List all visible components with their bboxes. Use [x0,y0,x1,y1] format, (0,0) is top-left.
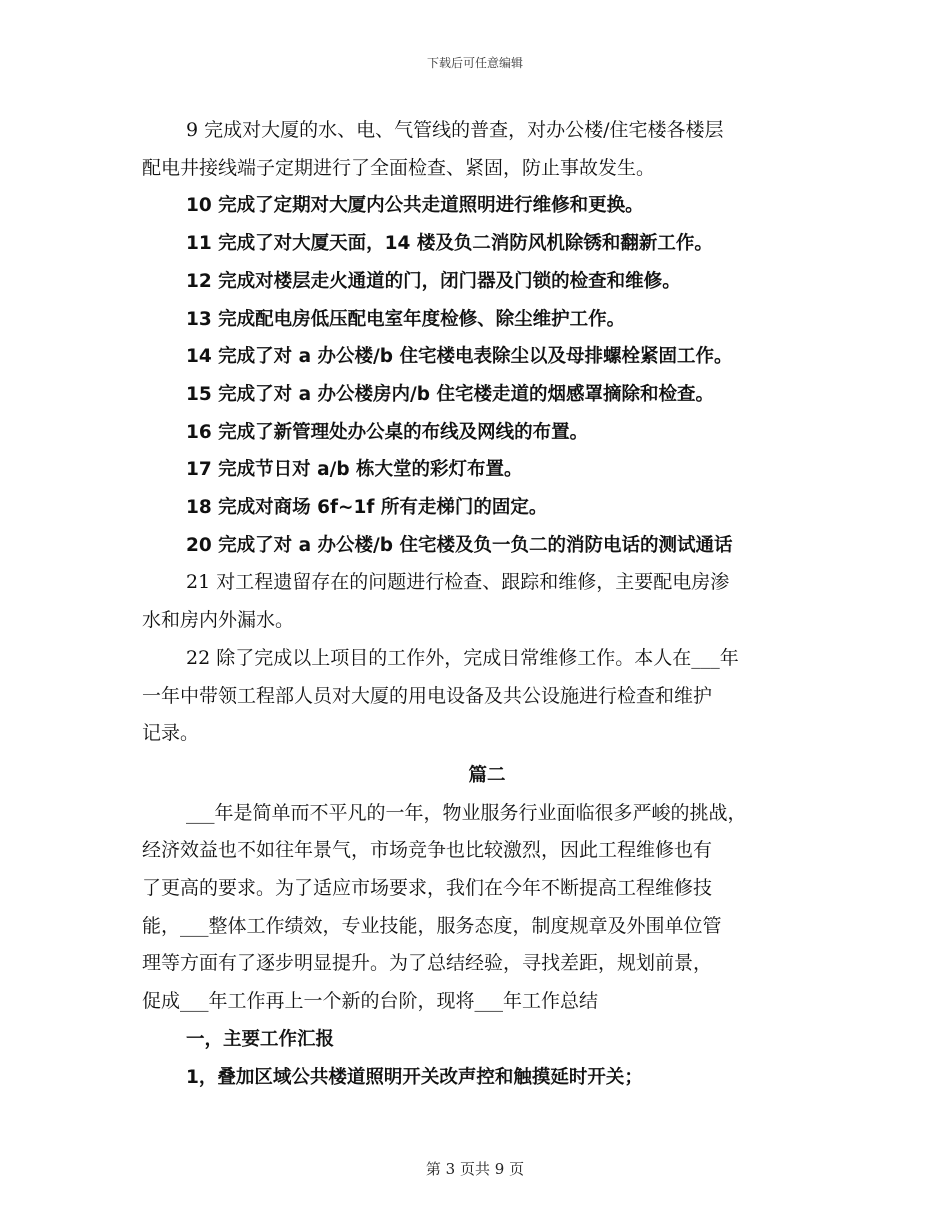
page-footer: 第 3 页共 9 页 [425,1160,525,1178]
document-paragraphs-2 [142,795,832,1097]
document-paragraphs [142,112,832,753]
text-line: 10 完成了定期对大厦内公共走道照明进行维修和更换。 [186,195,644,217]
text-line: 1，叠加区域公共楼道照明开关改声控和触摸延时开关； [186,1066,643,1088]
text-line: 理等方面有了逐步明显提升。为了总结经验，寻找差距，规划前景， [142,952,713,975]
text-line: 水和房内外漏水。 [142,609,295,632]
text-line: ___年是简单而不平凡的一年，物业服务行业面临很多严峻的挑战， [186,801,747,824]
text-line: 能，___整体工作绩效，专业技能，服务态度，制度规章及外围单位管 [142,914,722,937]
text-line: 16 完成了新管理处办公桌的布线及网线的布置。 [186,421,589,443]
text-line: 记录。 [142,722,200,745]
text-line: 12 完成对楼层走火通道的门，闭门器及门锁的检查和维修。 [186,270,681,292]
text-line: 20 完成了对 a 办公楼/b 住宅楼及负一负二的消防电话的测试通话 [186,534,733,556]
text-line: 促成___年工作再上一个新的台阶，现将___年工作总结 [142,990,599,1013]
text-line: 11 完成了对大厦天面，14 楼及负二消防风机除锈和翻新工作。 [186,233,713,255]
text-line: 18 完成对商场 6f~1f 所有走梯门的固定。 [186,497,548,519]
text-line: 经济效益也不如往年景气，市场竞争也比较激烈，因此工程维修也有 [142,839,713,862]
text-line: 一，主要工作汇报 [186,1028,335,1050]
document-body [142,112,832,1096]
text-line: 13 完成配电房低压配电室年度检修、除尘维护工作。 [186,308,626,330]
section-title: 篇二 [468,764,506,786]
text-line: 17 完成节日对 a/b 栋大堂的彩灯布置。 [186,459,523,481]
text-line: 了更高的要求。为了适应市场要求，我们在今年不断提高工程维修技 [142,877,713,900]
text-line: 21 对工程遗留存在的问题进行检查、跟踪和维修，主要配电房渗 [186,571,730,594]
text-line: 22 除了完成以上项目的工作外，完成日常维修工作。本人在___年 [186,646,739,669]
page-header: 下载后可任意编辑 [426,56,523,70]
text-line: 15 完成了对 a 办公楼房内/b 住宅楼走道的烟感罩摘除和检查。 [186,383,714,405]
text-line: 9 完成对大厦的水、电、气管线的普查，对办公楼/住宅楼各楼层 [186,119,724,141]
text-line: 配电井接线端子定期进行了全面检查、紧固，防止事故发生。 [142,156,656,179]
text-line: 14 完成了对 a 办公楼/b 住宅楼电表除尘以及母排螺栓紧固工作。 [186,346,733,368]
text-line: 一年中带领工程部人员对大厦的用电设备及共公设施进行检查和维护 [142,684,713,707]
